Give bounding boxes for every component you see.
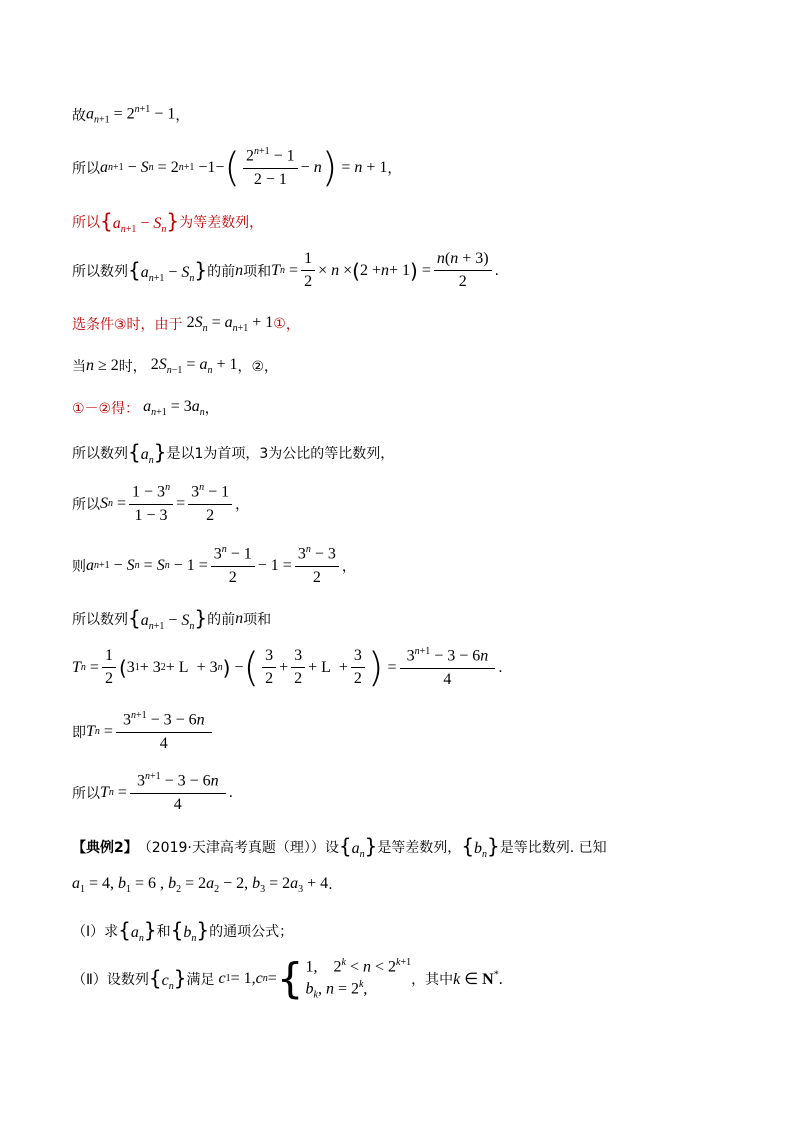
formula-16: $a_1 = 4$, $b_1 = 6$ , $b_2 = 2a_2 - 2$, $b_3 = 2a_3 + 4$ xyxy=(72,875,329,896)
text: 所以数列 xyxy=(72,612,128,629)
punct: . xyxy=(498,659,503,676)
formula-6a: n ≥ 2 xyxy=(86,357,119,375)
example-tag: 【典例2】 xyxy=(72,840,138,857)
text-arith: 为等差数列， xyxy=(179,215,264,232)
text: 是等差数列， xyxy=(377,840,462,857)
formula-4b: T n = $\frac{1}{2}$ × n × ( 2 + n + 1 ) = $\frac{n(n + 3)}{2}$ xyxy=(271,250,494,292)
formula-17a: $\{a_n\}$ xyxy=(118,918,157,945)
text: 项和 xyxy=(243,612,272,629)
line-10 xyxy=(72,544,356,587)
punct: ， xyxy=(235,496,250,513)
line-6 xyxy=(72,356,278,376)
formula-13: T n = $\frac{3^{n+1} - 3 - 6n}{4}$ xyxy=(86,710,215,753)
text: 是等比数列. 已知 xyxy=(499,840,607,857)
line-16 xyxy=(72,875,333,895)
line-17 xyxy=(72,918,293,944)
punct: ， xyxy=(341,558,356,575)
punct: ， xyxy=(175,107,190,124)
line-13 xyxy=(72,710,215,753)
line-9 xyxy=(72,482,249,525)
text: 所以 xyxy=(72,496,100,513)
formula-10: a n+1 − S n = S n − 1 = $\frac{3^n - 1}{2}$ − 1 = $\frac{3^n - 3}{2}$ xyxy=(86,544,342,587)
line-8 xyxy=(72,440,394,466)
line-7 xyxy=(72,398,219,418)
var-n: n xyxy=(235,610,244,628)
formula-3: $\{a_{n+1} - S_n\}$ xyxy=(100,209,180,236)
formula-11: $\{a_{n+1} - S_n\}$ xyxy=(128,606,208,633)
formula-15b: $\{b_n\}$ xyxy=(461,834,500,861)
formula-15a: $\{a_n\}$ xyxy=(338,834,378,861)
line-14 xyxy=(72,771,233,814)
text: 即 xyxy=(72,724,86,741)
text: 所以数列 xyxy=(72,263,128,280)
text: 是以1为首项，3为公比的等比数列， xyxy=(166,446,395,463)
text: ，②， xyxy=(237,359,279,376)
text-gu: 故 xyxy=(72,107,86,124)
punct: ， xyxy=(387,160,402,177)
line-3 xyxy=(72,209,263,235)
text: （Ⅰ）求 xyxy=(72,924,119,941)
text: 所以数列 xyxy=(72,446,128,463)
text: 时， xyxy=(118,359,147,376)
line-2 xyxy=(72,146,401,189)
text: ，其中 xyxy=(411,971,454,988)
var-n: n xyxy=(235,261,244,279)
formula-12: T n = $\frac{1}{2}$ ( 3 1 + 3 2 + L + 3 n ) − ( $\frac{3}{2}$ + $\frac{3}{2}$ + L + $\frac{3}{2}$ ) = $\frac{3^{n+1} - 3 - 6n}{4}$ xyxy=(72,646,498,689)
formula-7: $a_{n+1} = 3a_n$ xyxy=(143,398,205,419)
line-5 xyxy=(72,314,300,334)
formula-5: $2S_n = a_{n+1} + 1$ xyxy=(182,314,274,335)
punct: . xyxy=(228,784,234,801)
text-suoyi: 所以 xyxy=(72,160,100,177)
formula-2: a n+1 − S n = 2 n+1 −1− ( $\frac{2^{n+1} - 1}{2 - 1}$ − n ) = n + 1 xyxy=(100,144,388,191)
line-11 xyxy=(72,606,271,632)
text: 项和 xyxy=(243,263,272,280)
text: 选条件③时，由于 xyxy=(72,317,183,334)
text: 当 xyxy=(72,359,86,376)
line-12 xyxy=(72,646,503,689)
cases: { 1, $2^k < n < 2^{k+1}$ $b_k$, $n = 2^k$, xyxy=(276,953,412,1003)
formula-18a: $\{c_n\}$ xyxy=(148,965,187,993)
circle-1: ① xyxy=(273,316,286,333)
source: （2019·天津高考真题（理））设 xyxy=(137,840,339,857)
text: 的通项公式； xyxy=(209,924,294,941)
text: 则 xyxy=(72,558,86,575)
formula-17b: $\{b_n\}$ xyxy=(170,918,210,945)
text: 的前 xyxy=(207,612,236,629)
text: 所以 xyxy=(72,785,100,802)
punct: ， xyxy=(204,401,219,418)
formula-9: S n = $\frac{1 - 3^n}{1 - 3}$ = $\frac{3^n - 1}{2}$ xyxy=(100,482,235,525)
formula-8: $\{a_n\}$ xyxy=(128,440,167,467)
text: ①－②得： xyxy=(72,401,140,418)
formula-4a: $\{a_{n+1} - S_n\}$ xyxy=(128,257,208,284)
text: 满足 xyxy=(186,971,215,988)
formula-1: $a_{n+1} = 2^{n+1} - 1$ xyxy=(86,104,176,126)
formula-6b: $2S_{n-1} = a_n + 1$ xyxy=(146,356,238,377)
line-18 xyxy=(72,953,503,1003)
punct: ， xyxy=(285,317,300,334)
text-suoyi: 所以 xyxy=(72,215,100,232)
text: 和 xyxy=(156,924,171,941)
formula-14: T n = $\frac{3^{n+1} - 3 - 6n}{4}$ xyxy=(100,771,229,814)
line-4 xyxy=(72,250,499,292)
formula-18b: c 1 = 1, c n = { 1, $2^k < n < 2^{k+1}$ $b_k$, $n = 2^k$, xyxy=(218,953,412,1003)
text: （Ⅱ）设数列 xyxy=(72,971,149,988)
text: 的前 xyxy=(207,263,236,280)
punct: . xyxy=(494,262,499,279)
line-1 xyxy=(72,104,189,126)
formula-18c: k ∈ N*. xyxy=(453,969,503,988)
punct: . xyxy=(328,877,333,894)
line-15 xyxy=(72,834,607,860)
